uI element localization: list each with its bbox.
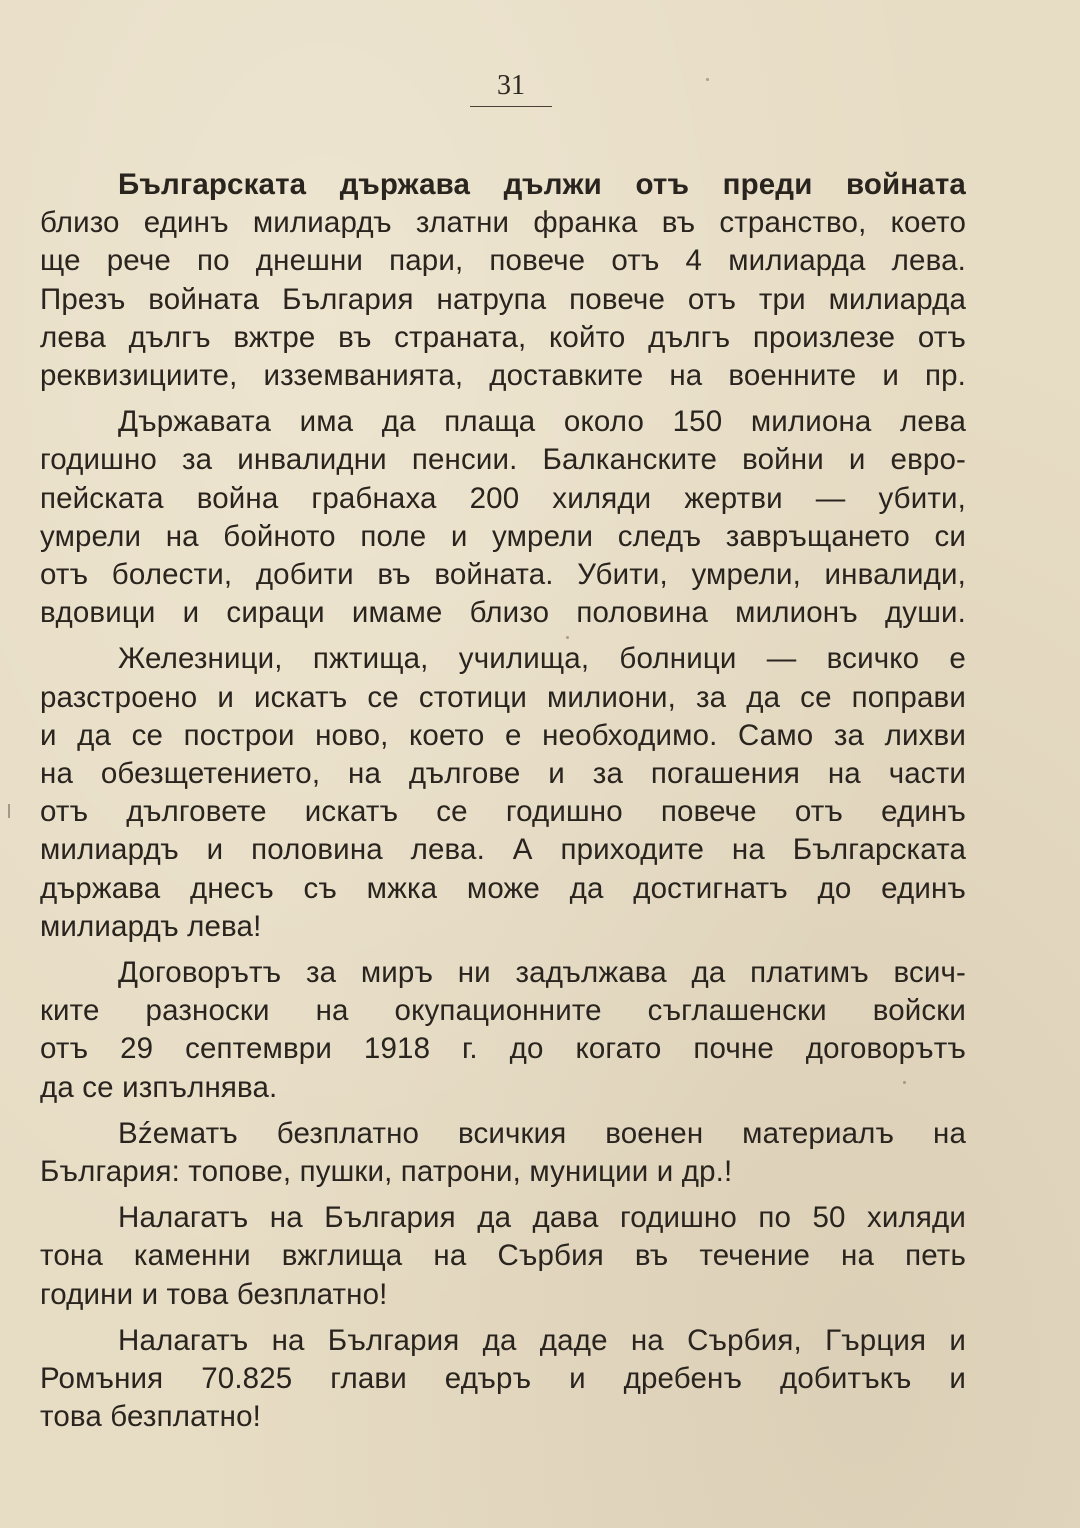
text-line: Договорътъ за миръ ни задължава да платимъ всич- bbox=[118, 956, 966, 990]
text-line: Ромъния 70.825 глави едъръ и дребенъ добитъкъ и bbox=[40, 1362, 966, 1396]
text-line: Българската държава дължи отъ преди войната bbox=[118, 168, 966, 201]
text-line: да се изпълнява. bbox=[40, 1070, 278, 1104]
body-text bbox=[40, 166, 966, 1445]
text-line: близо единъ милиардъ златни франка въ странство, което bbox=[40, 206, 966, 240]
text-line: Презъ войната България натрупа повече отъ три милиарда bbox=[40, 282, 966, 316]
text-line: реквизициите, изземванията, доставките на военните и пр. bbox=[40, 359, 966, 393]
page-number-rule bbox=[470, 106, 552, 107]
text-line: ще рече по днешни пари, повече отъ 4 милиарда лева. bbox=[40, 244, 966, 278]
page-number: 31 bbox=[497, 70, 525, 101]
text-line: милиардъ и половина лева. А приходите на Българската bbox=[40, 833, 966, 867]
text-line: Налагатъ на България да дава годишно по 50 хиляди bbox=[118, 1201, 966, 1235]
text-line: това безплатно! bbox=[40, 1400, 261, 1434]
margin-mark bbox=[8, 804, 10, 818]
paragraph-livestock bbox=[40, 1322, 966, 1437]
paper-speck bbox=[566, 636, 569, 639]
text-line: на обезщетението, на дългове и за погашения на части bbox=[40, 757, 966, 791]
text-line: и да се построи ново, което е необходимо. Само за лихви bbox=[40, 718, 966, 752]
text-line: държава днесъ съ мжка може да достигнатъ до единъ bbox=[40, 871, 966, 905]
text-line: Държавата има да плаща около 150 милиона лева bbox=[118, 405, 966, 439]
text-line: разстроено и искатъ се стотици милиони, за да се поправи bbox=[40, 680, 966, 714]
paragraph-coal bbox=[40, 1199, 966, 1314]
text-line: тона каменни вжглища на Сърбия въ течение на петь bbox=[40, 1239, 966, 1273]
text-line: годишно за инвалидни пенсии. Балканските войни и евро- bbox=[40, 443, 966, 477]
paper-speck bbox=[706, 78, 709, 81]
text-line: милиардъ лева! bbox=[40, 909, 262, 943]
paragraph-pensions bbox=[40, 403, 966, 632]
text-line: отъ болести, добити въ войната. Убити, умрели, инвалиди, bbox=[40, 558, 966, 592]
text-line: вдовици и сираци имаме близо половина милионъ души. bbox=[40, 596, 966, 630]
text-line: години и това безплатно! bbox=[40, 1277, 388, 1311]
paragraph-foreign-debt bbox=[40, 166, 966, 395]
text-line: Вźематъ безплатно всичкия военен материалъ на bbox=[118, 1116, 966, 1150]
text-line: отъ 29 септември 1918 г. до когато почне договорътъ bbox=[40, 1032, 966, 1066]
text-line: България: топове, пушки, патрони, муниции и др.! bbox=[40, 1155, 733, 1189]
text-line: лева дългъ вжтре въ страната, който дългъ произлезе отъ bbox=[40, 320, 966, 354]
paper-speck bbox=[903, 1081, 906, 1084]
paragraph-military-material bbox=[40, 1115, 966, 1191]
text-line: ките разноски на окупационните съглашенски войски bbox=[40, 994, 966, 1028]
text-line: умрели на бойното поле и умрели следъ завръщането си bbox=[40, 519, 966, 553]
text-line: Налагатъ на България да даде на Сърбия, Гърция и bbox=[118, 1323, 966, 1357]
text-line: пейската война грабнаха 200 хиляди жертви — убити, bbox=[40, 481, 966, 515]
text-line: отъ дълговете искатъ се годишно повече отъ единъ bbox=[40, 795, 966, 829]
text-line: Железници, пжтища, училища, болници — всичко е bbox=[118, 642, 966, 676]
paragraph-infrastructure bbox=[40, 640, 966, 946]
page-header bbox=[470, 66, 552, 107]
paragraph-peace-treaty bbox=[40, 954, 966, 1107]
